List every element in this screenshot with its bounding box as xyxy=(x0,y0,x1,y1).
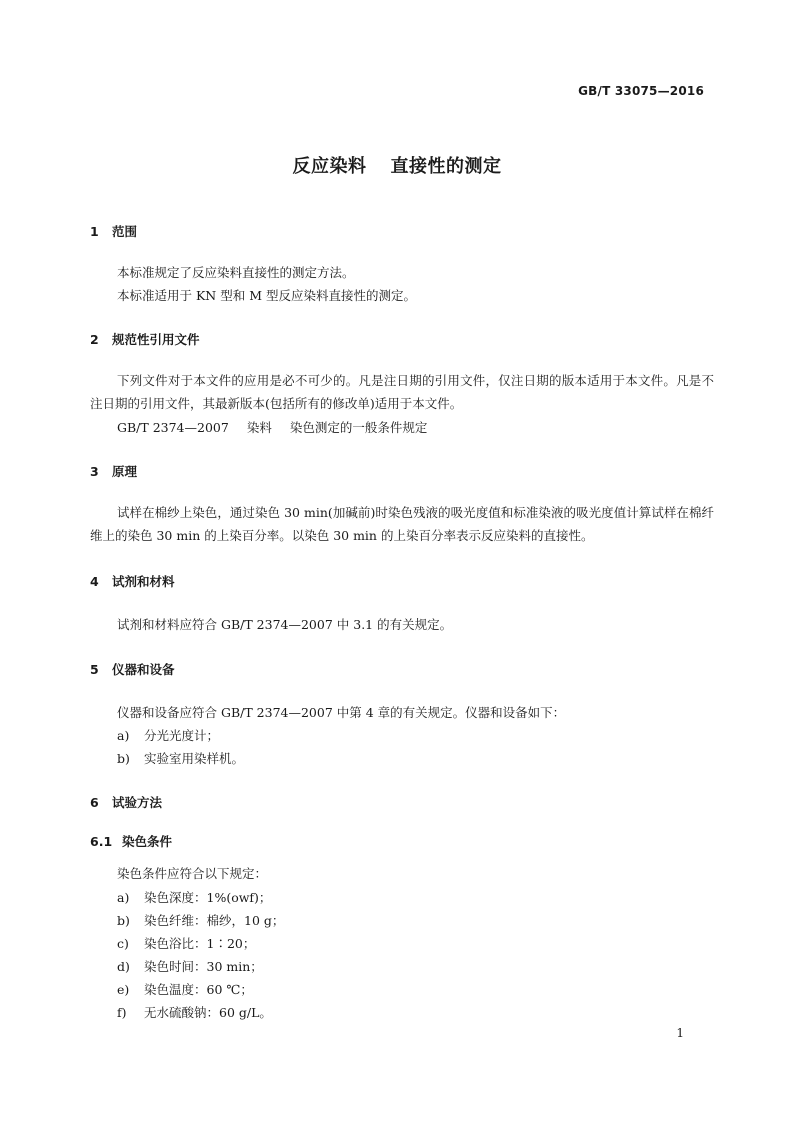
principle-paragraph: 试样在棉纱上染色，通过染色 30 min(加碱前)时染色残液的吸光度值和标准染液的吸光度值计算试样在棉纤维上的染色 30 min 的上染百分率。以染色 30 min 的上染百分率表示反应染料的直接性。 xyxy=(90,505,714,543)
section-number: 5 xyxy=(90,662,99,677)
title-part-1: 反应染料 xyxy=(292,156,367,177)
list-marker: d) xyxy=(117,959,130,974)
list-marker: a) xyxy=(117,728,130,743)
section-title: 试剂和材料 xyxy=(112,574,175,589)
list-item xyxy=(117,980,253,998)
normative-references-paragraph: 下列文件对于本文件的应用是必不可少的。凡是注日期的引用文件，仅注日期的版本适用于本文件。凡是不注日期的引用文件，其最新版本(包括所有的修改单)适用于本文件。 xyxy=(90,373,714,411)
section-5-heading xyxy=(90,660,175,678)
list-text: 染色温度：60 ℃； xyxy=(144,982,253,997)
list-text: 染色时间：30 min； xyxy=(144,959,263,974)
section-title: 原理 xyxy=(112,464,138,479)
list-item xyxy=(117,957,263,975)
scope-line-1: 本标准规定了反应染料直接性的测定方法。 xyxy=(117,265,355,280)
subsection-number: 6.1 xyxy=(90,834,113,849)
reagents-line: 试剂和材料应符合 GB/T 2374—2007 中 3.1 的有关规定。 xyxy=(117,617,453,632)
apparatus-line: 仪器和设备应符合 GB/T 2374—2007 中第 4 章的有关规定。仪器和设备如下： xyxy=(117,705,566,720)
list-marker: e) xyxy=(117,982,130,997)
list-item xyxy=(117,888,271,906)
title-part-2: 直接性的测定 xyxy=(390,156,502,177)
list-marker: b) xyxy=(117,913,130,928)
list-item xyxy=(117,726,219,744)
section-title: 仪器和设备 xyxy=(112,662,175,677)
list-text: 分光光度计； xyxy=(144,728,220,743)
section-4-heading xyxy=(90,572,175,590)
reference-code: GB/T 2374—2007 xyxy=(117,420,229,435)
list-item xyxy=(117,911,284,929)
reference-title-a: 染料 xyxy=(246,420,272,435)
reference-entry xyxy=(117,418,427,436)
reference-title-b: 染色测定的一般条件规定 xyxy=(289,420,428,435)
section-1-heading xyxy=(90,222,137,240)
list-text: 染色浴比：1∶20； xyxy=(144,936,256,951)
list-item xyxy=(117,934,255,952)
list-item xyxy=(117,749,244,767)
list-item xyxy=(117,1003,272,1021)
scope-line-2: 本标准适用于 KN 型和 M 型反应染料直接性的测定。 xyxy=(117,288,416,303)
list-text: 无水硫酸钠：60 g/L。 xyxy=(144,1005,272,1020)
section-3-heading xyxy=(90,462,137,480)
section-number: 3 xyxy=(90,464,99,479)
section-2-heading xyxy=(90,330,200,348)
subsection-title: 染色条件 xyxy=(122,834,173,849)
list-marker: a) xyxy=(117,890,130,905)
section-number: 6 xyxy=(90,795,99,810)
list-text: 实验室用染样机。 xyxy=(144,751,245,766)
page-title xyxy=(0,152,794,178)
list-marker: b) xyxy=(117,751,130,766)
section-number: 1 xyxy=(90,224,99,239)
list-marker: f) xyxy=(117,1005,127,1020)
list-text: 染色深度：1%(owf)； xyxy=(144,890,272,905)
section-title: 范围 xyxy=(112,224,138,239)
section-number: 4 xyxy=(90,574,99,589)
section-title: 试验方法 xyxy=(112,795,163,810)
section-number: 2 xyxy=(90,332,99,347)
section-title: 规范性引用文件 xyxy=(112,332,200,347)
list-text: 染色纤维：棉纱，10 g； xyxy=(144,913,285,928)
page-number: 1 xyxy=(676,1026,684,1040)
section-6-heading xyxy=(90,793,162,811)
subsection-6-1-heading xyxy=(90,832,172,850)
standard-code: GB/T 33075—2016 xyxy=(578,84,704,98)
list-marker: c) xyxy=(117,936,129,951)
dyeing-conditions-intro: 染色条件应符合以下规定： xyxy=(117,866,268,881)
